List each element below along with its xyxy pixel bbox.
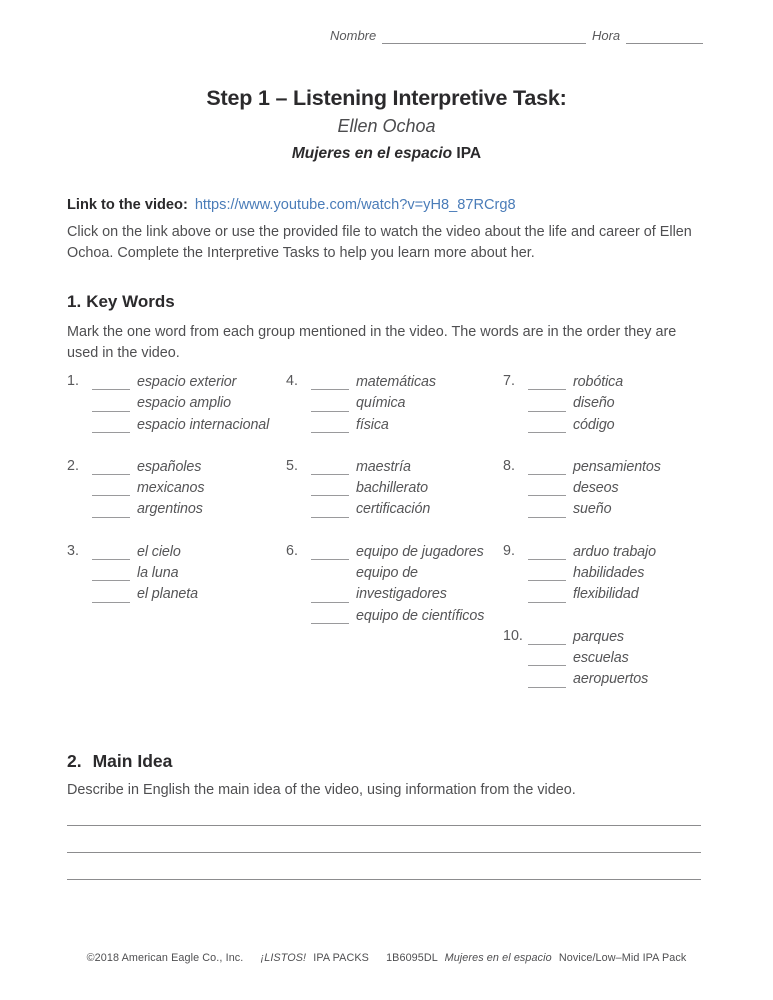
footer-product-code: 1B6095DL	[386, 952, 438, 964]
answer-blank	[92, 375, 130, 390]
option-word: espacio amplio	[137, 395, 231, 412]
option-word: equipo de científicos	[356, 607, 485, 624]
series-title-suffix: IPA	[456, 145, 482, 162]
main-idea-heading	[67, 751, 172, 772]
name-hour-header	[330, 28, 703, 44]
option-word: deseos	[573, 480, 619, 497]
key-words-instructions: Mark the one word from each group mentioned in the video. The words are in the order they are used in the video.	[67, 324, 677, 361]
answer-blank	[311, 609, 349, 624]
word-group-5	[286, 457, 503, 521]
option-word: certificación	[356, 501, 431, 518]
footer-series-suffix: IPA PACKS	[313, 952, 369, 964]
option-word: código	[573, 416, 615, 433]
answer-blank	[92, 481, 130, 496]
answer-blank	[311, 418, 349, 433]
option-word: escuelas	[573, 649, 629, 666]
option-word: parques	[573, 628, 624, 645]
key-words-columns	[67, 372, 717, 712]
option-word: equipo de jugadores	[356, 543, 484, 560]
answer-blank	[528, 481, 566, 496]
answer-blank	[311, 588, 349, 603]
answer-blank	[528, 545, 566, 560]
answer-blank	[528, 397, 566, 412]
answer-blank	[528, 460, 566, 475]
nombre-blank-line	[382, 29, 586, 44]
answer-blank	[92, 545, 130, 560]
option-word: pensamientos	[573, 458, 661, 475]
answer-blank	[92, 588, 130, 603]
answer-blank	[92, 460, 130, 475]
group-number: 4.	[286, 373, 298, 389]
option-word: espacio internacional	[137, 416, 270, 433]
option-word: españoles	[137, 458, 202, 475]
option-word: matemáticas	[356, 374, 436, 390]
option-word: física	[356, 416, 389, 433]
main-idea-label: Main Idea	[92, 751, 173, 771]
option-word: equipo de investigadores	[356, 565, 447, 603]
group-number: 5.	[286, 457, 298, 474]
key-words-column-3	[503, 372, 717, 712]
option-word: aeropuertos	[573, 671, 649, 688]
group-number: 10.	[503, 627, 523, 644]
answer-blank	[311, 375, 349, 390]
option-word: argentinos	[137, 501, 203, 518]
group-number: 2.	[67, 457, 79, 474]
nombre-label: Nombre	[330, 28, 377, 43]
option-word: habilidades	[573, 565, 645, 582]
word-group-9	[503, 542, 717, 606]
series-title	[0, 145, 773, 163]
group-number: 9.	[503, 542, 515, 559]
option-word: diseño	[573, 395, 615, 412]
answer-line	[67, 852, 701, 853]
video-link[interactable]: https://www.youtube.com/watch?v=yH8_87RCrg8	[194, 197, 516, 213]
option-word: arduo trabajo	[573, 543, 656, 560]
page-subtitle: Ellen Ochoa	[337, 116, 436, 136]
word-group-3	[67, 542, 286, 606]
answer-blank	[92, 503, 130, 518]
option-word: bachillerato	[356, 480, 428, 497]
group-number: 1.	[67, 373, 79, 389]
answer-blank	[311, 397, 349, 412]
option-word: la luna	[137, 565, 179, 582]
word-group-8	[503, 457, 717, 521]
option-word: el cielo	[137, 543, 181, 560]
answer-blank	[528, 673, 566, 688]
answer-line	[67, 825, 701, 826]
group-number: 7.	[503, 373, 515, 389]
option-word: flexibilidad	[573, 586, 639, 603]
word-group-1	[67, 372, 286, 436]
footer-series: ¡LISTOS!	[260, 952, 307, 964]
option-word: mexicanos	[137, 480, 205, 497]
video-link-row	[67, 197, 516, 213]
group-number: 3.	[67, 542, 79, 559]
answer-line	[67, 879, 701, 880]
answer-blank	[528, 651, 566, 666]
video-link-label: Link to the video:	[67, 197, 188, 213]
word-group-10	[503, 627, 717, 691]
answer-blank	[92, 397, 130, 412]
footer-copyright: ©2018 American Eagle Co., Inc.	[86, 952, 244, 964]
word-group-4	[286, 372, 503, 436]
key-words-number: 1.	[67, 292, 82, 311]
key-words-heading	[67, 292, 175, 312]
key-words-column-1	[67, 372, 286, 627]
option-word: sueño	[573, 501, 612, 518]
hora-label: Hora	[591, 28, 621, 43]
option-word: química	[356, 395, 406, 412]
answer-blank	[528, 418, 566, 433]
key-words-label: Key Words	[86, 292, 175, 311]
group-number: 6.	[286, 542, 298, 559]
series-title-italic: Mujeres en el espacio	[291, 145, 453, 162]
main-idea-number: 2.	[67, 751, 82, 771]
answer-blank	[92, 418, 130, 433]
option-word: maestría	[356, 458, 411, 475]
answer-blank	[311, 545, 349, 560]
option-word: robótica	[573, 374, 624, 390]
answer-blank	[528, 588, 566, 603]
footer-pack-suffix: Novice/Low–Mid IPA Pack	[558, 952, 687, 964]
answer-blank	[92, 566, 130, 581]
answer-blank	[311, 481, 349, 496]
answer-blank	[528, 503, 566, 518]
footer-pack-title: Mujeres en el espacio	[444, 952, 552, 964]
word-group-2	[67, 457, 286, 521]
key-words-column-2	[286, 372, 503, 648]
main-idea-instructions: Describe in English the main idea of the video, using information from the video.	[67, 782, 576, 798]
answer-blank	[311, 460, 349, 475]
answer-blank	[528, 375, 566, 390]
group-number: 8.	[503, 457, 515, 474]
answer-blank	[311, 503, 349, 518]
option-word: el planeta	[137, 586, 199, 603]
page-footer	[0, 952, 773, 964]
answer-blank	[528, 566, 566, 581]
word-group-7	[503, 372, 717, 436]
answer-blank	[528, 630, 566, 645]
intro-paragraph: Click on the link above or use the provided file to watch the video about the life and career of Ellen Ochoa. Complete the Interpretive Tasks to help you learn more about her.	[67, 224, 692, 261]
option-word: espacio exterior	[137, 374, 237, 390]
word-group-6	[286, 542, 503, 627]
page-title: Step 1 – Listening Interpretive Task:	[206, 86, 567, 110]
hora-blank-line	[626, 29, 703, 44]
